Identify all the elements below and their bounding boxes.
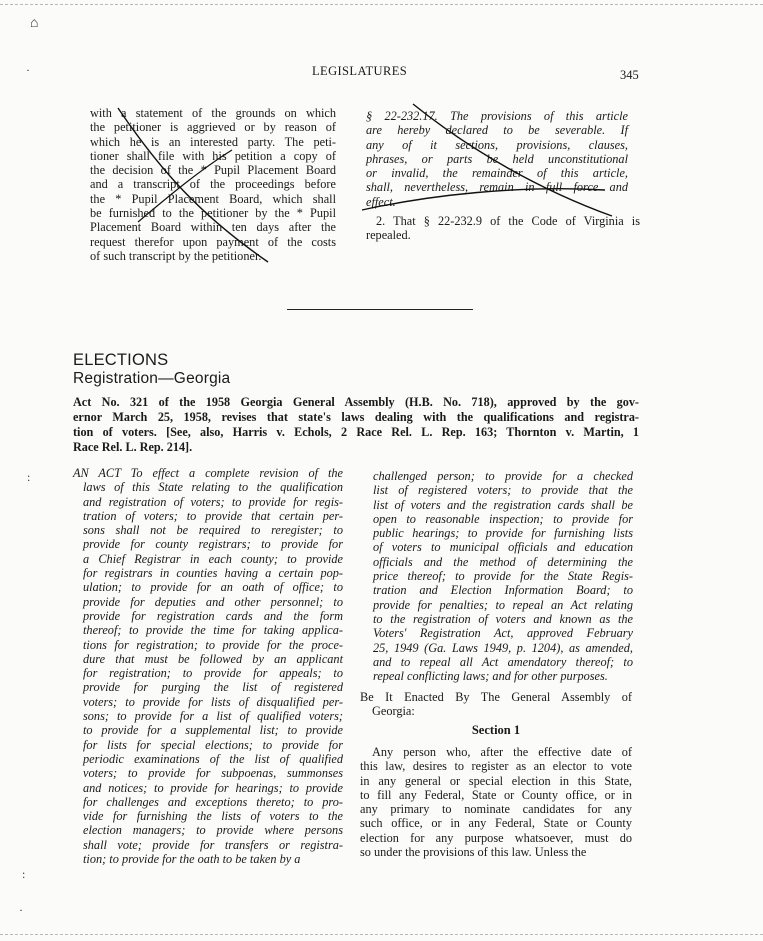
act-title-line: for registrars in counties having a certain pop- (83, 566, 343, 581)
section-text-line: Any person who, after the effective date of (372, 745, 632, 759)
margin-mark: · (26, 63, 30, 77)
act-title-line: to the registration of voters and known as the (373, 611, 633, 626)
act-title-line: ulation; to provide for an oath of office; to (83, 580, 343, 595)
struck-out-section (366, 109, 628, 209)
act-title-line: provide for registration cards and the form (83, 608, 343, 623)
struck-text-line: are hereby declared to be severable. If (366, 123, 628, 138)
section-subtitle: Registration—Georgia (73, 370, 231, 387)
margin-mark: : (27, 470, 31, 484)
section-1-text (360, 745, 632, 859)
act-title-line: laws of this State relating to the qualification (83, 480, 343, 495)
section-text-line: so under the provisions of this law. Unless the (360, 845, 587, 860)
section-text-line: any primary to nominate candidates for any (360, 802, 632, 817)
section-heading: Section 1 (471, 723, 521, 737)
act-title-line: election managers; to provide where persons (83, 823, 343, 838)
enacting-line: Be It Enacted By The General Assembly of (360, 690, 632, 704)
section-title: ELECTIONS (73, 351, 169, 369)
act-title-line: sons shall not be required to reregister; to (83, 523, 343, 538)
text-line: tioner shall file with his petition a copy of (90, 148, 336, 163)
act-title-line: provide for penalties; to repeal an Act relating (373, 597, 633, 612)
act-title-line: and registration of voters; to provide for regis- (83, 494, 343, 509)
margin-mark: ⌂ (30, 16, 39, 31)
act-title-line: tion; to provide for the oath to be taken by a (83, 852, 301, 867)
act-title-line: provide for purging the list of registered (83, 680, 343, 695)
act-title-line: public hearings; to provide for furnishing lists (373, 526, 633, 541)
text-line: the * Pupil Placement Board, which shall (90, 191, 336, 206)
summary-line: tion of voters. [See, also, Harris v. Echols, 2 Race Rel. L. Rep. 163; Thornton v. Martin, 1 (73, 425, 639, 439)
struck-text-line: or invalid, the remainder of this article, (366, 166, 628, 181)
act-title-line: dure that must be followed by an applicant (83, 651, 343, 666)
act-title-line: voters; to provide for lists of disqualified per- (83, 694, 343, 709)
enacting-line: Georgia: (372, 704, 415, 719)
struck-text-line: any of it sections, provisions, clauses, (366, 137, 628, 152)
act-title-line: periodic examinations of the list of qualified (83, 751, 343, 766)
summary-line: ernor March 25, 1958, revises that state's laws dealing with the qualifications and registra- (73, 410, 639, 424)
section-divider (287, 309, 473, 310)
section-text-line: to fill any Federal, State or County office, or in (360, 787, 632, 802)
text-line: with a statement of the grounds on which (90, 106, 336, 120)
summary-line: Race Rel. L. Rep. 214]. (73, 440, 193, 454)
page-top-edge (0, 4, 763, 5)
act-summary (73, 395, 639, 455)
act-title-line: for registration; to provide for appeals; to (83, 666, 343, 681)
act-title-left-column (73, 466, 343, 866)
act-title-line: tration and Election Information Board; to (373, 583, 633, 598)
act-title-line: list of registered voters; to provide that the (373, 483, 633, 498)
act-title-line: for lists for special elections; to provide for (83, 737, 343, 752)
act-title-line: Voters' Registration Act, approved February (373, 626, 633, 641)
text-line: Placement Board within ten days after the (90, 220, 336, 235)
text-line: repealed. (366, 228, 411, 243)
act-title-line: thereof; to provide the time for taking applica- (83, 623, 343, 638)
enacting-clause (360, 690, 632, 719)
section-text-line: election for any purpose whatsoever, must do (360, 830, 632, 845)
act-title-line: and notices; to provide for hearings; to provide (83, 780, 343, 795)
act-title-line: provide for county registrars; to provide for (83, 537, 343, 552)
act-title-line: repeal conflicting laws; and for other purposes. (373, 669, 608, 684)
act-title-line: and to repeal all Act amendatory thereof; to (373, 654, 633, 669)
act-title-line: a Chief Registrar in each county; to provide (83, 551, 343, 566)
act-title-line: voters; to provide for subpoenas, summonses (83, 766, 343, 781)
act-title-line: list of voters and the registration cards shall be (373, 497, 633, 512)
top-left-column (90, 106, 336, 263)
act-title-line: for challenges and exceptions thereto; to pro- (83, 794, 343, 809)
act-title-line: of voters to municipal officials and education (373, 540, 633, 555)
section-text-line: in any general or special election in this State, (360, 773, 632, 788)
text-line: be furnished to the petitioner by the * Pupil (90, 206, 336, 221)
act-title-line: provide for deputies and other personnel; to (83, 594, 343, 609)
act-title-line: sons; to provide for a list of qualified voters; (83, 709, 343, 724)
summary-line: Act No. 321 of the 1958 Georgia General Assembly (H.B. No. 718), approved by the gov- (73, 395, 639, 409)
text-line: the petitioner is aggrieved or by reason of (90, 120, 336, 135)
act-title-line: tration of voters; to provide that certain per- (83, 508, 343, 523)
text-line: and a transcript of the proceedings before (90, 177, 336, 192)
running-head: LEGISLATURES (312, 64, 408, 78)
act-title-line: shall vote; provide for transfers or registra- (83, 837, 343, 852)
act-title-line: to provide for a supplemental list; to provide (83, 723, 343, 738)
margin-mark: : (22, 867, 26, 881)
act-title-line: 25, 1949 (Ga. Laws 1949, p. 1204), as amended, (373, 640, 633, 655)
text-line: the decision of the * Pupil Placement Board (90, 163, 336, 178)
section-text-line: such office, or in any Federal, State or County (360, 816, 632, 831)
page-bottom-edge (0, 934, 763, 935)
text-line: 2. That § 22-232.9 of the Code of Virginia is (376, 214, 640, 228)
act-title-line: vide for furnishing the lists of voters to the (83, 809, 343, 824)
act-title-line: price thereof; to provide for the State Regis- (373, 569, 633, 584)
struck-text-line: § 22-232.17. The provisions of this article (366, 109, 628, 123)
text-line: which he is an interested party. The peti- (90, 134, 336, 149)
top-right-column (366, 214, 640, 243)
act-title-line: open to reasonable inspection; to provide for (373, 511, 633, 526)
act-title-line: tions for registration; to provide for the proce- (83, 637, 343, 652)
text-line: request therefor upon payment of the costs (90, 234, 336, 249)
act-title-right-column (373, 469, 633, 683)
page-number: 345 (620, 68, 639, 82)
margin-mark: · (19, 903, 23, 917)
struck-text-line: shall, nevertheless, remain in full force and (366, 180, 628, 195)
act-title-line: AN ACT To effect a complete revision of the (73, 466, 343, 480)
text-line: of such transcript by the petitioner. (90, 248, 262, 263)
struck-text-line: phrases, or parts be held unconstitutional (366, 151, 628, 166)
struck-text-line: effect. (366, 194, 396, 209)
act-title-line: challenged person; to provide for a checked (373, 469, 633, 483)
act-title-line: officials and the method of determining the (373, 554, 633, 569)
section-text-line: this law, desires to register as an elector to vote (360, 759, 632, 774)
